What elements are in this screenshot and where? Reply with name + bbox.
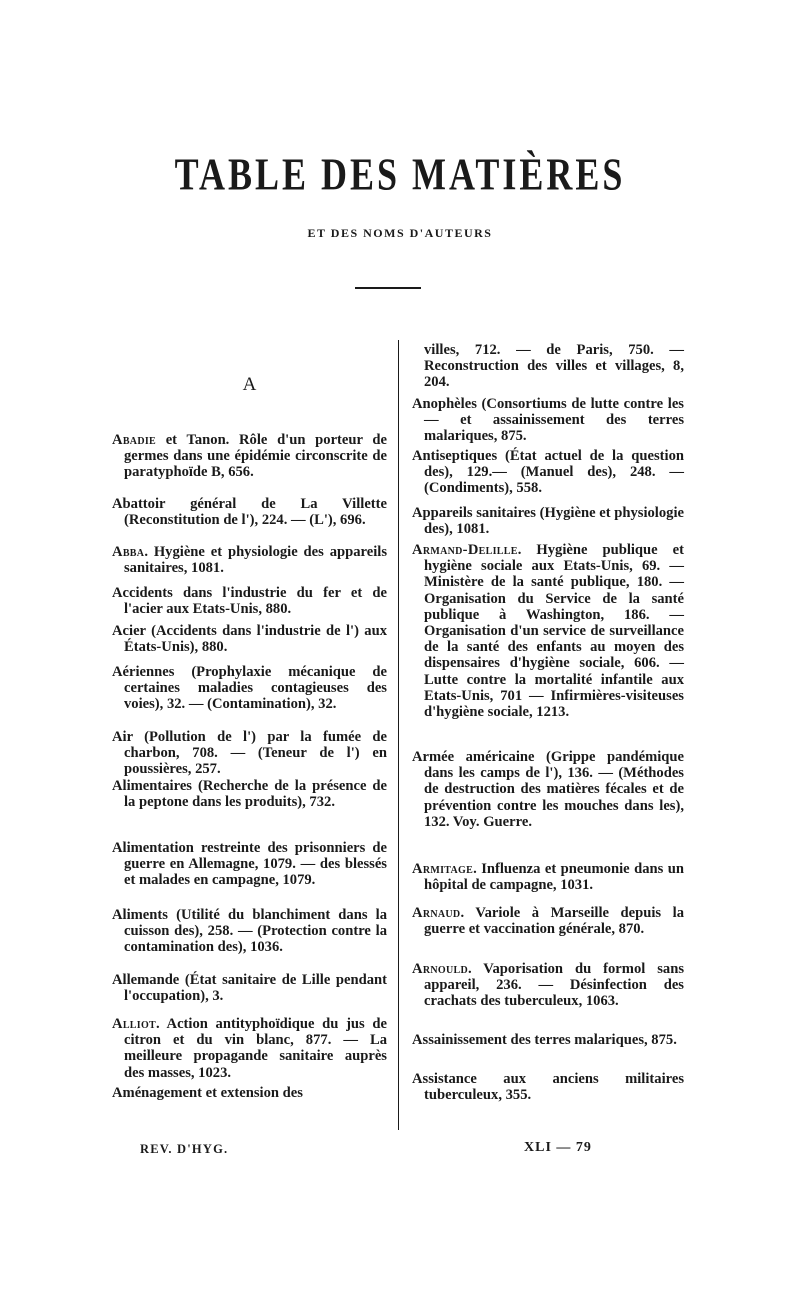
index-entry xyxy=(412,542,684,720)
entry-text: . Hygiène publique et hygiène sociale aux Etats-Unis, 69. — Ministère de la santé publique, 180. — Organisation du Service de la santé publique à Washington, 186. — Organisation d'un service de surveillance de la santé des enfants au moyen des dispensaires d'hygiène sociale, 606. — Lutte contre la mortalité infantile aux Etats-Unis, 701 — Infirmières-visiteuses d'hygiène sociale, 1213. xyxy=(424,542,684,721)
index-entry xyxy=(412,749,684,830)
entry-text: , 355. xyxy=(498,1087,532,1104)
footer-journal: REV. D'HYG. xyxy=(140,1142,229,1156)
index-entry xyxy=(412,396,684,445)
entry-heading: Appareils sanitaires xyxy=(412,505,536,521)
author-name: Arnould xyxy=(412,961,468,977)
index-entry xyxy=(112,907,387,956)
entry-text: (État actuel de la question des), 129.— (Manuel des), 248. — (Condiments), 558. xyxy=(424,448,684,497)
author-name: Arnaud xyxy=(412,905,461,921)
index-entry xyxy=(112,664,387,713)
footer-page-number: XLI — 79 xyxy=(524,1140,592,1155)
entry-text: (Pollution de l') par la fumée de charbon, 708. — (Teneur de l') en poussières, 257. xyxy=(124,729,387,778)
index-entry xyxy=(112,729,387,778)
entry-text: (Utilité du blanchiment dans la cuisson des), 258. — (Protection contre la contamination des), 1036. xyxy=(124,907,387,956)
page-subtitle: ET DES NOMS D'AUTEURS xyxy=(307,226,493,240)
index-entry xyxy=(112,544,387,576)
entry-heading: Aménagement et extension des xyxy=(112,1085,303,1101)
index-entry xyxy=(412,905,684,937)
index-entry xyxy=(412,1071,684,1103)
entry-text: (Prophylaxie mécanique de certaines maladies contagieuses des voies), 32. — (Contamination), 32. xyxy=(124,664,387,713)
entry-heading: Abattoir général de La Villette xyxy=(112,496,387,512)
index-entry xyxy=(112,585,387,617)
entry-heading: Assainissement des terres malariques xyxy=(412,1032,644,1048)
entry-text: . Hygiène et physiologie des appareils sanitaires, 1081. xyxy=(124,544,387,577)
index-entry xyxy=(112,623,387,655)
index-entry xyxy=(112,1085,387,1101)
entry-heading: Aériennes xyxy=(112,664,175,680)
entry-text: . Influenza et pneumonie dans un hôpital de campagne, 1031. xyxy=(424,861,684,894)
entry-text: villes, 712. — de Paris, 750. — Reconstruction des villes et villages, 8, 204. xyxy=(424,342,684,391)
title-divider xyxy=(355,287,421,289)
author-name: Armand-Delille xyxy=(412,542,518,558)
entry-text: (Hygiène et physiologie des), 1081. xyxy=(424,505,684,538)
index-entry xyxy=(112,840,387,889)
entry-heading: Anophèles xyxy=(412,396,477,412)
index-entry xyxy=(112,496,387,528)
entry-text: . Variole à Marseille depuis la guerre et vaccination générale, 870. xyxy=(424,905,684,938)
entry-heading: Assistance aux anciens militaires tuberculeux xyxy=(412,1071,684,1104)
author-name: Abba xyxy=(112,544,145,560)
column-divider xyxy=(398,340,399,1130)
entry-text: . Action antityphoïdique du jus de citron et du vin blanc, 877. — La meilleure propagande sanitaire auprès des masses, 1023. xyxy=(124,1016,387,1081)
section-letter: A xyxy=(242,374,257,395)
index-entry xyxy=(112,972,387,1004)
entry-heading: Allemande xyxy=(112,972,180,988)
entry-text: , 1079. — des blessés et malades en campagne, 1079. xyxy=(124,856,387,889)
entry-text: et Tanon. Rôle d'un porteur de germes dans une épidémie circonscrite de paratyphoïde B, 656. xyxy=(124,432,387,481)
entry-heading: Armée américaine xyxy=(412,749,535,765)
entry-text: (Accidents dans l'industrie de l') aux États-Unis), 880. xyxy=(124,623,387,656)
author-name: Alliot xyxy=(112,1016,157,1032)
entry-heading: Accidents dans l'industrie du fer et de l'acier aux Etats-Unis xyxy=(112,585,387,618)
entry-text: (État sanitaire de Lille pendant l'occupation), 3. xyxy=(124,972,387,1005)
author-name: Armitage xyxy=(412,861,474,877)
entry-text: (Reconstitution de l'), 224. — (L'), 696. xyxy=(124,512,366,529)
entry-heading: Air xyxy=(112,729,133,745)
entry-text: (Grippe pandémique dans les camps de l'), 136. — (Méthodes de destruction des matières fécales et de prévention contre les mouches dans les), 132. Voy. Guerre. xyxy=(424,749,684,830)
entry-heading: Acier xyxy=(112,623,146,639)
index-entry xyxy=(112,432,387,481)
author-name: Abadie xyxy=(112,432,157,448)
index-entry xyxy=(412,505,684,537)
index-entry xyxy=(412,961,684,1010)
index-entry xyxy=(412,342,684,391)
index-entry xyxy=(412,861,684,893)
entry-heading: Alimentaires xyxy=(112,778,192,794)
entry-text: (Consortiums de lutte contre les — et assainissement des terres malariques, 875. xyxy=(424,396,684,445)
index-entry xyxy=(112,1016,387,1081)
entry-text: (Recherche de la présence de la peptone dans les produits), 732. xyxy=(124,778,387,811)
entry-text: , 875. xyxy=(644,1032,677,1048)
entry-heading: Aliments xyxy=(112,907,168,923)
entry-text: , 880. xyxy=(258,601,292,618)
index-entry xyxy=(412,448,684,497)
page-title: TABLE DES MATIÈRES xyxy=(174,149,626,200)
entry-heading: Alimentation restreinte des prisonniers de guerre en Allemagne xyxy=(112,840,387,873)
entry-text: . Vaporisation du formol sans appareil, 236. — Désinfection des crachats des tuberculeux, 1063. xyxy=(424,961,684,1010)
index-entry xyxy=(112,778,387,810)
index-entry xyxy=(412,1032,684,1048)
entry-heading: Antiseptiques xyxy=(412,448,498,464)
